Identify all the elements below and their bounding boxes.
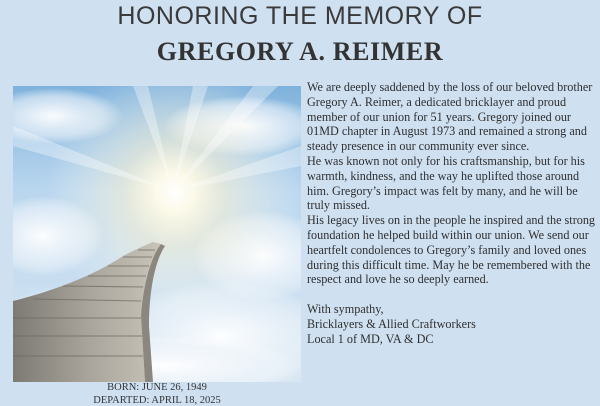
signoff-line: With sympathy, bbox=[307, 301, 384, 316]
memorial-message bbox=[307, 80, 597, 346]
signoff-line: Local 1 of MD, VA & DC bbox=[307, 331, 434, 346]
message-paragraph: We are deeply saddened by the loss of our beloved brother Gregory A. Reimer, a dedicated bricklayer and proud member of our union for 51 years. Gregory joined our 01MD chapter in August 1973 and remained a strong and steady presence in our community ever since. bbox=[307, 80, 593, 154]
memorial-heading: HONORING THE MEMORY OF bbox=[117, 2, 483, 30]
departed-date: DEPARTED: APRIL 18, 2025 bbox=[93, 395, 221, 406]
signoff-line: Bricklayers & Allied Craftworkers bbox=[307, 316, 476, 331]
heavenly-staircase-image bbox=[13, 86, 301, 382]
message-paragraph: He was known not only for his craftsmanship, but for his warmth, kindness, and the way he uplifted those around him. Gregory’s impact was felt by many, and he will be truly missed. bbox=[307, 153, 585, 213]
memorial-name: GREGORY A. REIMER bbox=[156, 37, 444, 66]
message-paragraph: His legacy lives on in the people he inspired and the strong foundation he helped build within our union. We send our heartfelt condolences to Gregory’s family and loved ones during this difficult time. May he be remembered with the respect and love he so deeply earned. bbox=[307, 213, 596, 287]
born-date: BORN: JUNE 26, 1949 bbox=[107, 382, 207, 393]
